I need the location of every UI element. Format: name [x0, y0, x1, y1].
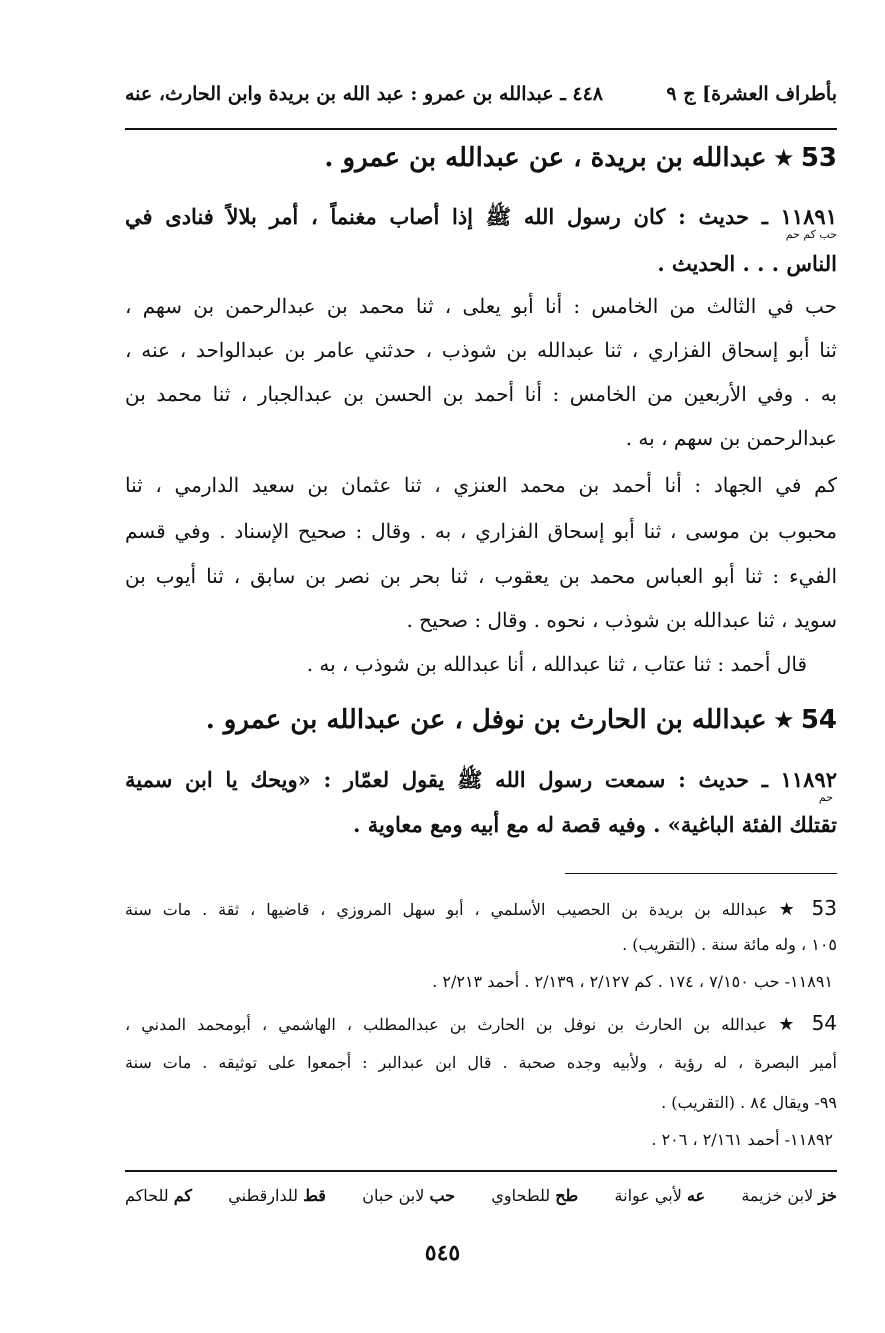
text-line: قال أحمد : ثنا عتاب ، ثنا عبدالله ، أنا عبدالله بن شوذب ، به .	[306, 652, 807, 676]
header-title: ٤٤٨ ـ عبدالله بن عمرو : عبد الله بن بريدة وابن الحارث، عنه	[125, 83, 604, 105]
text-line: كم في الجهاد : أنا أحمد بن محمد العنزي ، ثنا عثمان بن سعيد الدارمي ، ثنا	[125, 473, 837, 497]
running-header	[125, 74, 837, 114]
star-icon: ★	[778, 1014, 801, 1035]
hadith-sources: حب كم حم	[785, 228, 837, 241]
footnote-number: 53	[811, 896, 837, 920]
text-line: به . وفي الأربعين من الخامس : أنا أحمد بن الحسن بن عبدالجبار ، ثنا محمد بن	[125, 382, 837, 406]
footnote-line	[125, 1008, 837, 1040]
text-line: سويد ، ثنا عبدالله بن شوذب ، نحوه . وقال : صحيح .	[406, 608, 837, 632]
star-icon: ★	[772, 144, 795, 172]
footnote-rule	[565, 873, 837, 874]
star-icon: ★	[778, 899, 801, 920]
entry-heading-54	[125, 700, 837, 741]
text-line: محبوب بن موسى ، ثنا أبو إسحاق الفزاري ، به . وقال : صحيح الإسناد . وفي قسم	[125, 519, 837, 543]
entry-heading-53	[125, 138, 837, 179]
header-volume: بأطراف العشرة] ج ٩	[666, 83, 837, 105]
legend-item: حب لابن حبان	[362, 1186, 456, 1205]
text-line: عبدالرحمن بن سهم ، به .	[625, 426, 837, 450]
footnote-line: أمير البصرة ، له رؤية ، ولأبيه وجده صحبة . قال ابن عبدالبر : أجمعوا على توثيقه . مات سنة	[125, 1053, 837, 1072]
text-line: ثنا أبو إسحاق الفزاري ، ثنا عبدالله بن شوذب ، حدثني عامر بن عبدالواحد ، عنه ،	[125, 338, 837, 362]
legend-rule	[125, 1170, 837, 1172]
entry-number: 53	[800, 143, 837, 173]
page-number: ٥٤٥	[424, 1240, 461, 1266]
entry-title: عبدالله بن بريدة ، عن عبدالله بن عمرو .	[324, 143, 767, 173]
footnote-line: ٩٩- ويقال ٨٤ . (التقريب) .	[661, 1093, 837, 1112]
abbreviation-legend	[125, 1186, 837, 1205]
legend-item: عه لأبي عوانة	[614, 1186, 706, 1205]
text-line: الفيء : ثنا أبو العباس محمد بن يعقوب ، ثنا بحر بن نصر بن سابق ، ثنا أيوب بن	[125, 564, 837, 588]
star-icon: ★	[772, 706, 795, 734]
footnote-number: 54	[811, 1011, 837, 1035]
hadith-line: ١١٨٩٢ ـ حديث : سمعت رسول الله ﷺ يقول لعمّار : «ويحك يا ابن سمية	[125, 767, 837, 792]
footnote-text: عبدالله بن بريدة بن الحصيب الأسلمي ، أبو سهل المروزي ، قاضيها ، ثقة . مات سنة	[125, 900, 768, 919]
footnote-line: ١١٨٩١- حب ٧/١٥٠ ، ١٧٤ . كم ٢/١٢٧ ، ٢/١٣٩ . أحمد ٢/٢١٣ .	[432, 972, 833, 991]
text-line: حب في الثالث من الخامس : أنا أبو يعلى ، ثنا محمد بن عبدالرحمن بن سهم ،	[125, 294, 837, 318]
entry-title: عبدالله بن الحارث بن نوفل ، عن عبدالله بن عمرو .	[205, 705, 767, 735]
header-rule	[125, 128, 837, 130]
footnote-text: عبدالله بن الحارث بن نوفل بن الحارث بن عبدالمطلب ، الهاشمي ، أبومحمد المدني ،	[125, 1015, 768, 1034]
legend-item: طح للطحاوي	[491, 1186, 579, 1205]
footnote-line	[125, 893, 837, 925]
hadith-line: ١١٨٩١ ـ حديث : كان رسول الله ﷺ إذا أصاب مغنماً ، أمر بلالاً فنادى في	[125, 204, 837, 229]
hadith-sources: حم	[818, 791, 833, 804]
entry-number: 54	[800, 705, 837, 735]
footnote-line: ١١٨٩٢- أحمد ٢/١٦١ ، ٢٠٦ .	[651, 1130, 833, 1149]
hadith-line: الناس . . . الحديث .	[657, 251, 837, 276]
hadith-line: تقتلك الفئة الباغية» . وفيه قصة له مع أبيه ومع معاوية .	[353, 812, 837, 837]
legend-item: كم للحاكم	[125, 1186, 192, 1205]
footnote-line: ١٠٥ ، وله مائة سنة . (التقريب) .	[622, 935, 837, 954]
legend-item: خز لابن خزيمة	[741, 1186, 837, 1205]
legend-item: قط للدارقطني	[228, 1186, 326, 1205]
